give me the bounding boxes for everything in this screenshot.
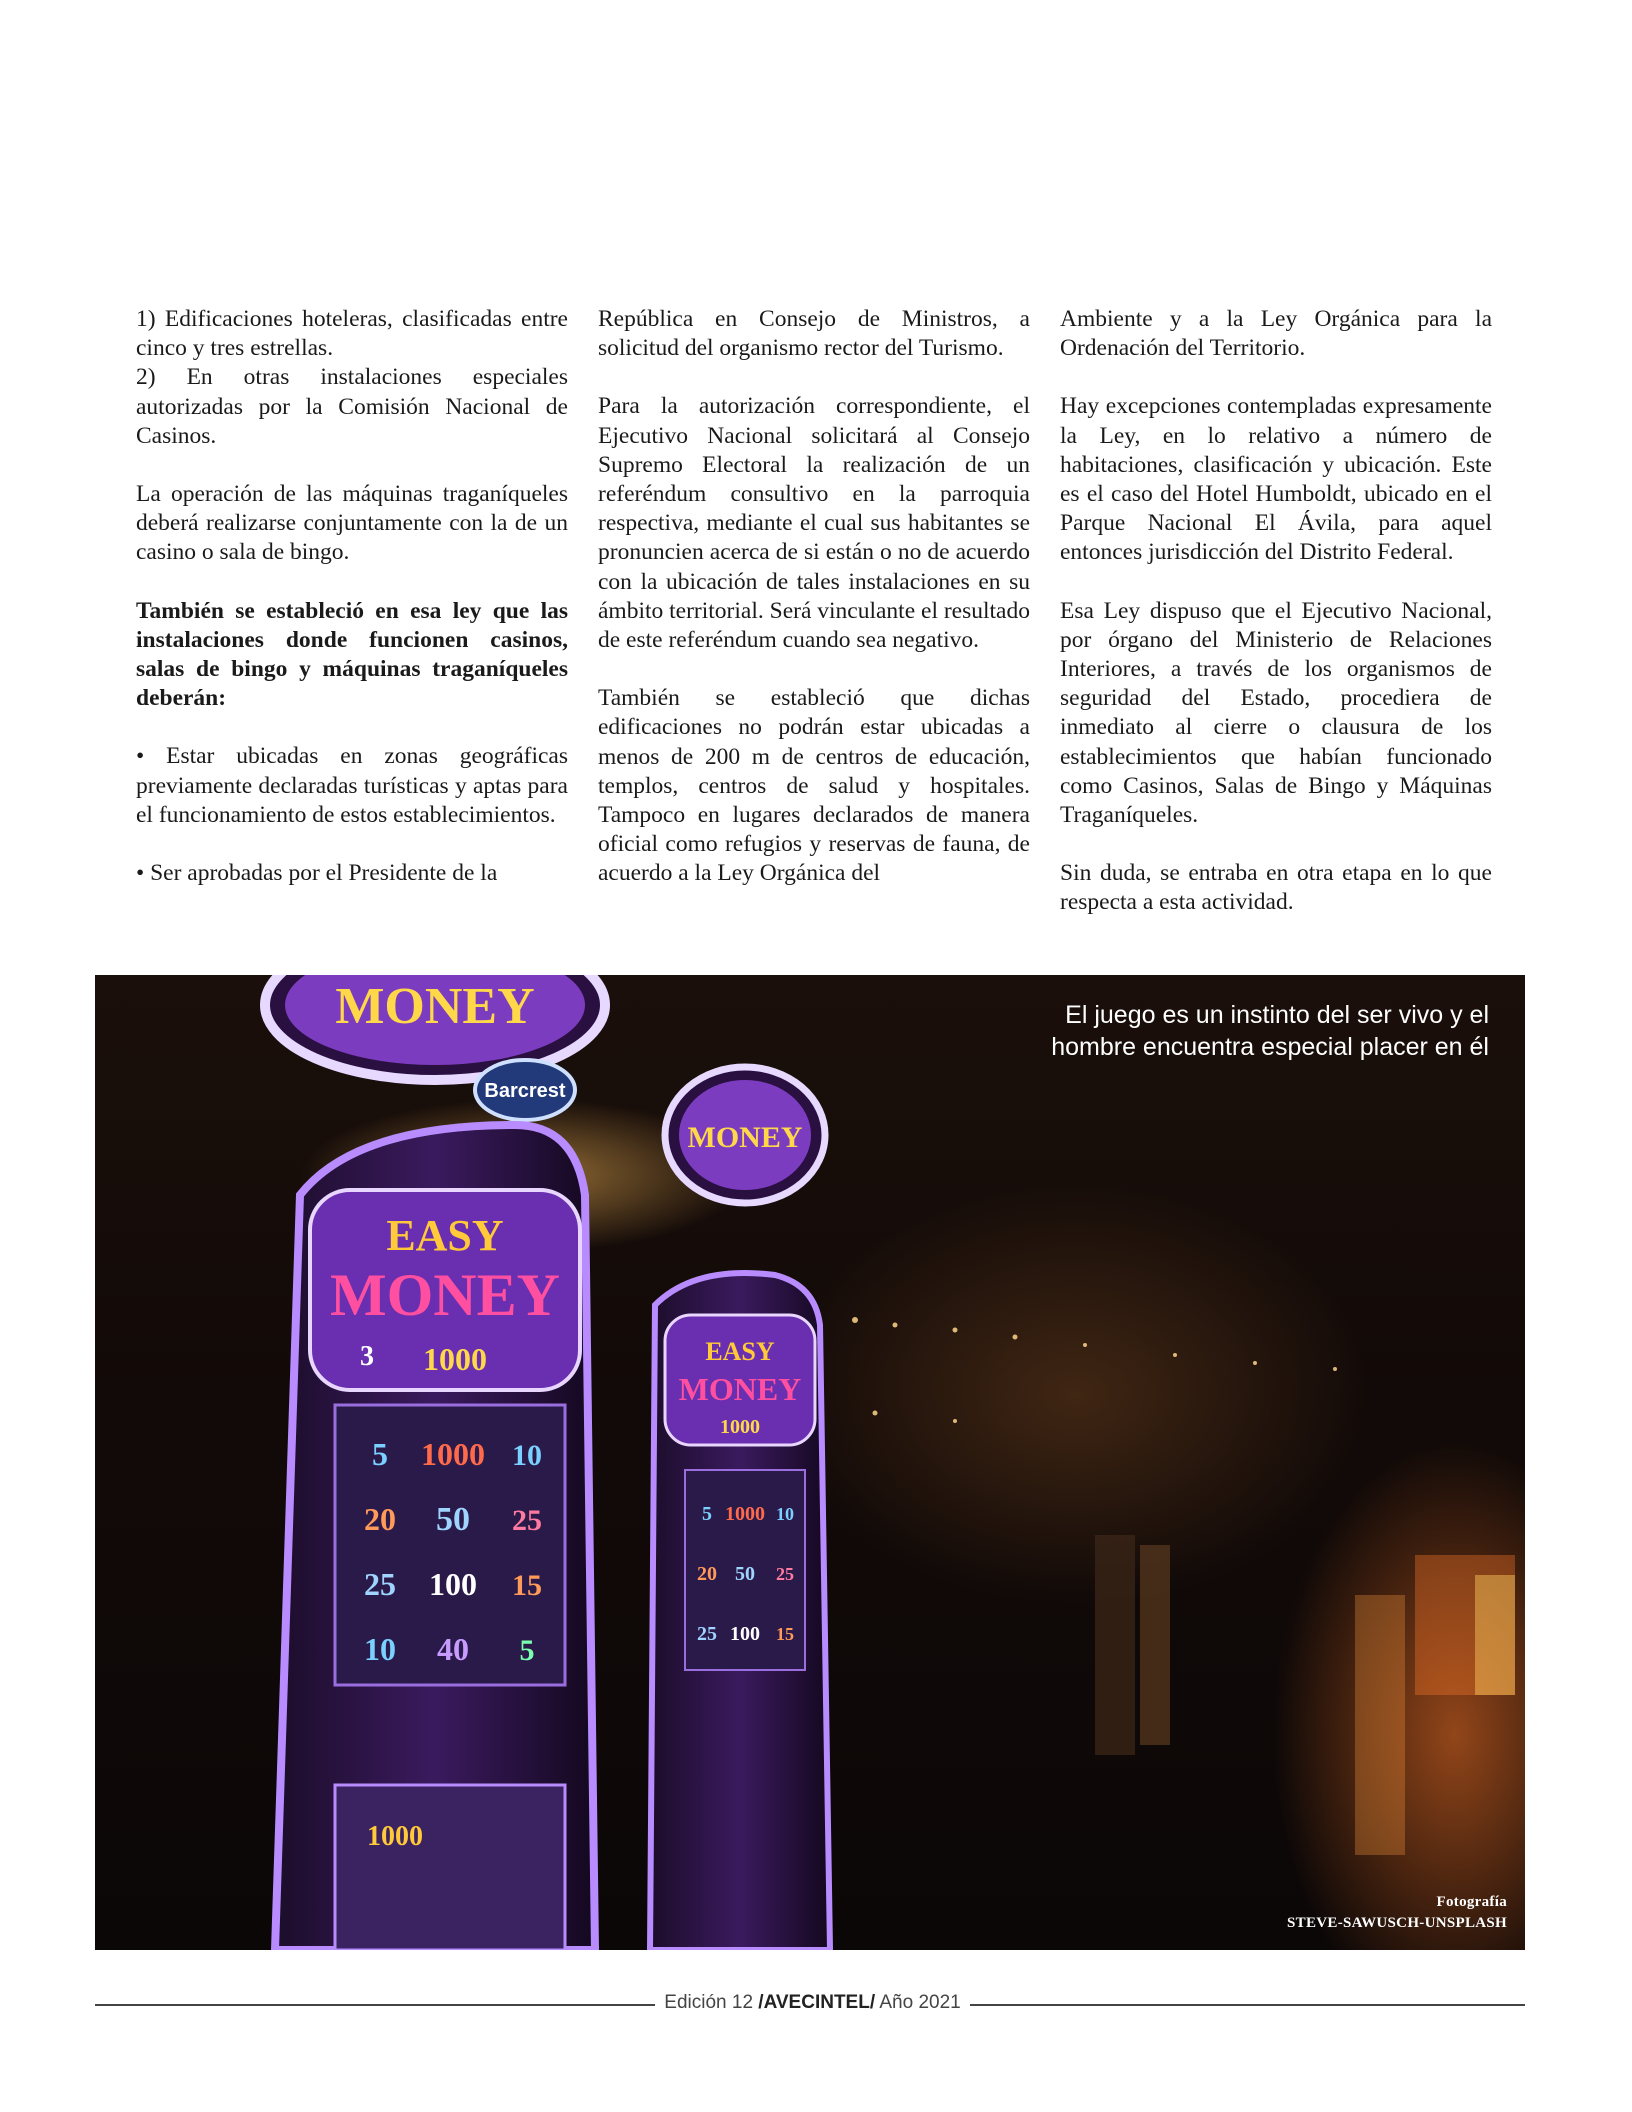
machine-2-cabinet	[650, 1273, 830, 1950]
casino-photo	[95, 975, 1525, 1950]
caption-line: hombre encuentra especial placer en él	[1051, 1033, 1489, 1061]
footer-rule-left	[95, 2004, 655, 2006]
reel-symbol: 15	[776, 1624, 794, 1644]
paragraph: Hay excepciones contempladas expresamente la Ley, en lo relativo a número de habitaciones, clasificación y ubicación. Este es el caso del Hotel Humboldt, ubicado en el Parque Nacional El Ávila, para aquel entonces jurisdicción del Distrito Federal.	[1060, 393, 1492, 566]
article-column-1	[136, 305, 568, 888]
article-column-3	[1060, 305, 1492, 918]
paragraph: Esa Ley dispuso que el Ejecutivo Nacional, por órgano del Ministerio de Relaciones Interiores, a través de los organismos de seguridad del Estado, procediera de inmediato al cierre o clausura de los establecimientos que habían funcionado como Casinos, Salas de Bingo y Máquinas Traganíqueles.	[1060, 597, 1492, 829]
reel-symbol: 25	[776, 1564, 794, 1584]
reel-symbol: 10	[364, 1631, 396, 1667]
reel-symbol: 5	[702, 1503, 712, 1525]
background-machines	[1095, 1535, 1515, 1855]
reel-symbol: 25	[512, 1504, 542, 1537]
photo-credit	[1287, 1892, 1507, 1934]
machine-1-jackpot-value: 1000	[423, 1341, 487, 1377]
reel-symbol: 10	[776, 1504, 794, 1524]
bullet-item: • Ser aprobadas por el Presidente de la	[136, 860, 498, 887]
paragraph: 1) Edificaciones hoteleras, clasificadas entre cinco y tres estrellas.	[136, 306, 568, 362]
reel-symbol: 100	[429, 1566, 477, 1602]
bold-paragraph: También se estableció en esa ley que las instalaciones donde funcionen casinos, salas de bingo y máquinas traganíqueles deberán:	[136, 597, 568, 712]
footer-text	[660, 1992, 965, 2014]
machine-2-top-sign	[665, 1067, 825, 1203]
machine-1-title-line2: MONEY	[330, 1262, 560, 1328]
paragraph: Sin duda, se entraba en otra etapa en lo que respecta a esta actividad.	[1060, 860, 1492, 916]
bullet-item: • Estar ubicadas en zonas geográficas previamente declaradas turísticas y aptas para el funcionamiento de estos establecimientos.	[136, 743, 568, 828]
footer-rule-right	[970, 2004, 1525, 2006]
footer-edition: Edición 12	[664, 1992, 754, 2013]
reel-symbol: 5	[519, 1634, 535, 1667]
machine-1-sign-text: MONEY	[335, 978, 535, 1035]
reel-symbol: 50	[436, 1501, 470, 1538]
paragraph: 2) En otras instalaciones especiales autorizadas por la Comisión Nacional de Casinos.	[136, 364, 568, 449]
machine-1-top-sign	[265, 975, 605, 1120]
reel-symbol: 1000	[725, 1503, 765, 1525]
slot-machines-illustration	[95, 975, 1525, 1950]
paragraph: República en Consejo de Ministros, a solicitud del organismo rector del Turismo.	[598, 306, 1030, 362]
reel-symbol: 25	[697, 1623, 717, 1645]
article-column-2	[598, 305, 1030, 889]
machine-1-bottom-label: 1000	[367, 1821, 423, 1852]
machine-1-cabinet	[275, 1125, 595, 1950]
reel-symbol: 20	[364, 1501, 396, 1537]
machine-1-title-line1: EASY	[386, 1211, 504, 1260]
reel-symbol: 25	[364, 1566, 396, 1602]
reel-symbol: 5	[372, 1436, 388, 1472]
machine-1-brand-text: Barcrest	[484, 1080, 566, 1102]
footer-year: Año 2021	[879, 1992, 961, 2013]
footer-brand: /AVECINTEL/	[758, 1992, 876, 2013]
reel-symbol: 1000	[421, 1436, 485, 1472]
machine-2-sign-text: MONEY	[687, 1121, 803, 1154]
ceiling-lights	[793, 1312, 1338, 1423]
machine-2-title-line2: MONEY	[678, 1371, 802, 1407]
reel-symbol: 20	[697, 1563, 717, 1585]
reel-symbol: 10	[512, 1439, 542, 1472]
reel-symbol: 100	[730, 1623, 760, 1645]
paragraph: Para la autorización correspondiente, el Ejecutivo Nacional solicitará al Consejo Supremo Electoral la realización de un referéndum consultivo en la parroquia respectiva, mediante el cual sus habitantes se pronuncien acerca de si están o no de acuerdo con la ubicación de tales instalaciones en su ámbito territorial. Será vinculante el resultado de este referéndum cuando sea negativo.	[598, 393, 1030, 654]
reel-symbol: 40	[437, 1631, 469, 1667]
machine-2-title-line1: EASY	[705, 1337, 775, 1366]
caption-line: El juego es un instinto del ser vivo y el	[1065, 1001, 1489, 1029]
paragraph: También se estableció que dichas edificaciones no podrán estar ubicadas a menos de 200 m de centros de educación, templos, centros de salud y hospitales. Tampoco en lugares declarados de manera oficial como refugios y reservas de fauna, de acuerdo a la Ley Orgánica del	[598, 685, 1030, 887]
photo-caption	[969, 999, 1489, 1063]
machine-1-jackpot-left: 3	[360, 1341, 374, 1372]
paragraph: Ambiente y a la Ley Orgánica para la Ordenación del Territorio.	[1060, 306, 1492, 362]
credit-name: STEVE-SAWUSCH-UNSPLASH	[1287, 1915, 1507, 1931]
credit-label: Fotografía	[1436, 1894, 1507, 1910]
reel-symbol: 50	[735, 1563, 755, 1585]
reel-symbol: 15	[512, 1569, 542, 1602]
page-footer	[95, 1990, 1525, 2020]
paragraph: La operación de las máquinas traganíqueles deberá realizarse conjuntamente con la de un casino o sala de bingo.	[136, 481, 568, 566]
machine-2-jackpot-value: 1000	[720, 1416, 760, 1438]
